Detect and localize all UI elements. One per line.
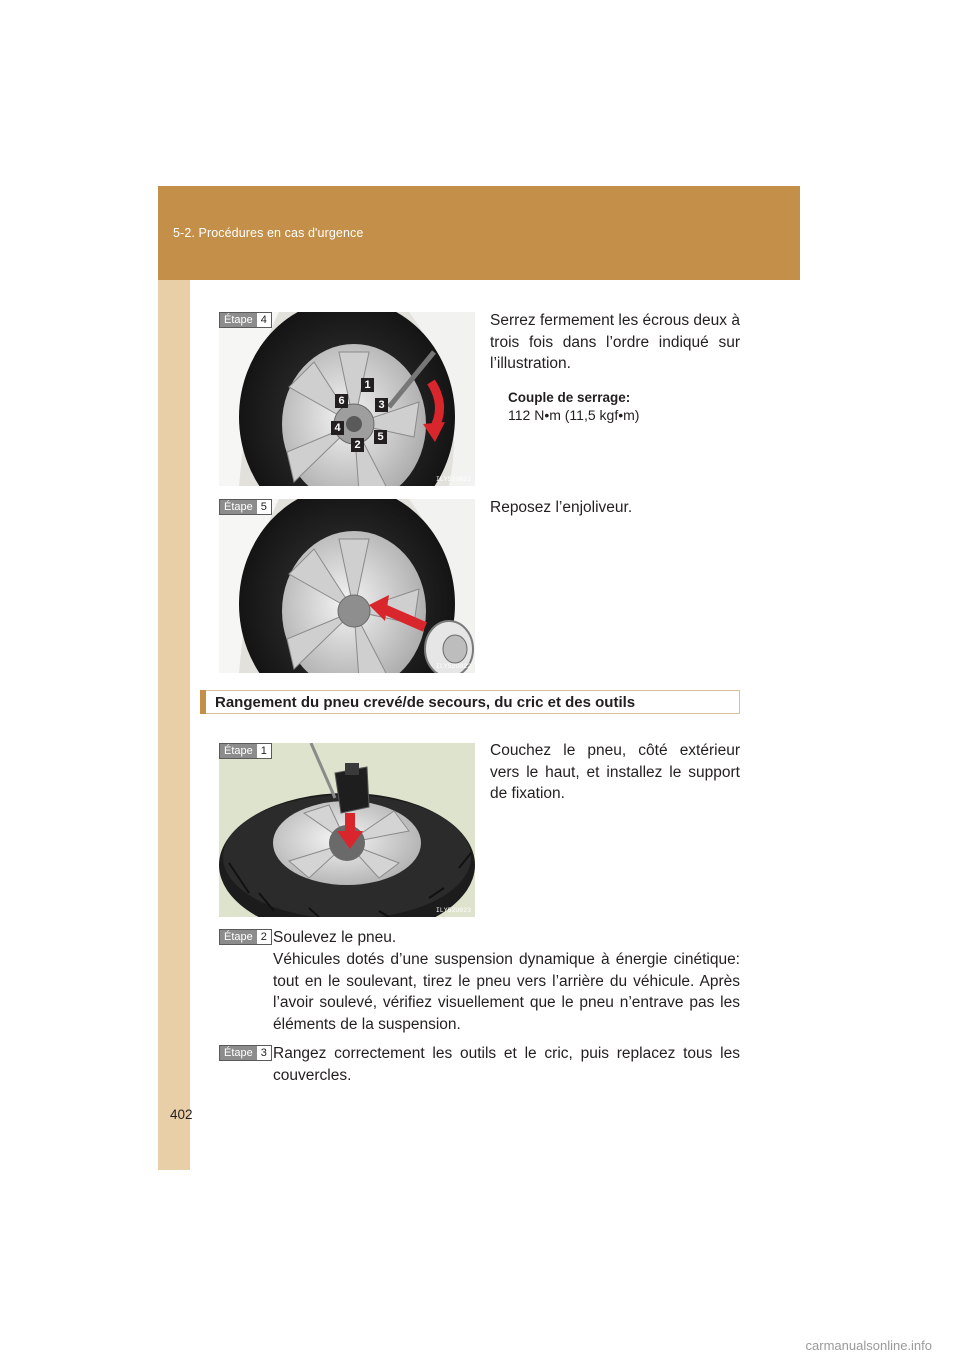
step-number: 5 — [260, 501, 267, 513]
spare-tire-illustration — [219, 743, 475, 917]
nut-label-3: 3 — [375, 398, 388, 412]
figure-hubcap — [219, 499, 475, 673]
step-1-text: Couchez le pneu, côté extérieur vers le haut, et installez le support de fixation. — [490, 742, 740, 802]
step-word: Étape — [220, 313, 257, 327]
step-word: Étape — [220, 1046, 257, 1060]
page-number: 402 — [170, 1107, 193, 1122]
step-number: 1 — [260, 745, 267, 757]
step-5-text: Reposez l’enjoliveur. — [490, 499, 633, 516]
page-side-band — [158, 186, 190, 1170]
hubcap-illustration — [219, 499, 475, 673]
watermark: carmanualsonline.info — [805, 1338, 932, 1353]
section-heading — [200, 690, 740, 714]
section-heading-text: Rangement du pneu crevé/de secours, du cric et des outils — [215, 693, 636, 711]
step-word: Étape — [220, 500, 257, 514]
torque-value: 112 N•m (11,5 kgf•m) — [508, 407, 640, 423]
step-3-text: Rangez correctement les outils et le cric, puis replacez tous les couvercles. — [273, 1045, 740, 1084]
step-badge-5 — [219, 499, 272, 515]
nut-label-1: 1 — [361, 378, 374, 392]
nut-label-5: 5 — [374, 430, 387, 444]
step-badge-3 — [219, 1045, 272, 1061]
nut-label-4: 4 — [331, 421, 344, 435]
step-word: Étape — [220, 744, 257, 758]
section-title: 5-2. Procédures en cas d'urgence — [173, 226, 364, 240]
step-badge-4 — [219, 312, 272, 328]
figure-tighten-nuts — [219, 312, 475, 486]
nut-label-6: 6 — [335, 394, 348, 408]
step-2-text: Véhicules dotés d’une suspension dynamique à énergie cinétique: tout en le soulevant, tirez le pneu vers l’arrière du véhicule. Après l’avoir soulevé, vérifiez visuellement que le pneu n’entrave pas les éléments de la suspension. — [273, 951, 740, 1033]
figure-spare-tire — [219, 743, 475, 917]
step-word: Étape — [220, 930, 257, 944]
step-number: 2 — [260, 931, 267, 943]
step-badge-1 — [219, 743, 272, 759]
nut-label-2: 2 — [351, 438, 364, 452]
figure-code: ILY52U021 — [435, 476, 471, 483]
step-2-line1: Soulevez le pneu. — [273, 929, 397, 946]
figure-code: ILY52U023 — [435, 907, 471, 914]
step-number: 4 — [260, 314, 267, 326]
figure-code: ILY52U022 — [435, 663, 471, 670]
torque-label: Couple de serrage: — [508, 390, 631, 405]
heading-marker — [200, 690, 206, 714]
step-4-text: Serrez fermement les écrous deux à trois fois dans l’ordre indiqué sur l’illustration. — [490, 312, 740, 372]
step-badge-2 — [219, 929, 272, 945]
step-number: 3 — [260, 1047, 267, 1059]
